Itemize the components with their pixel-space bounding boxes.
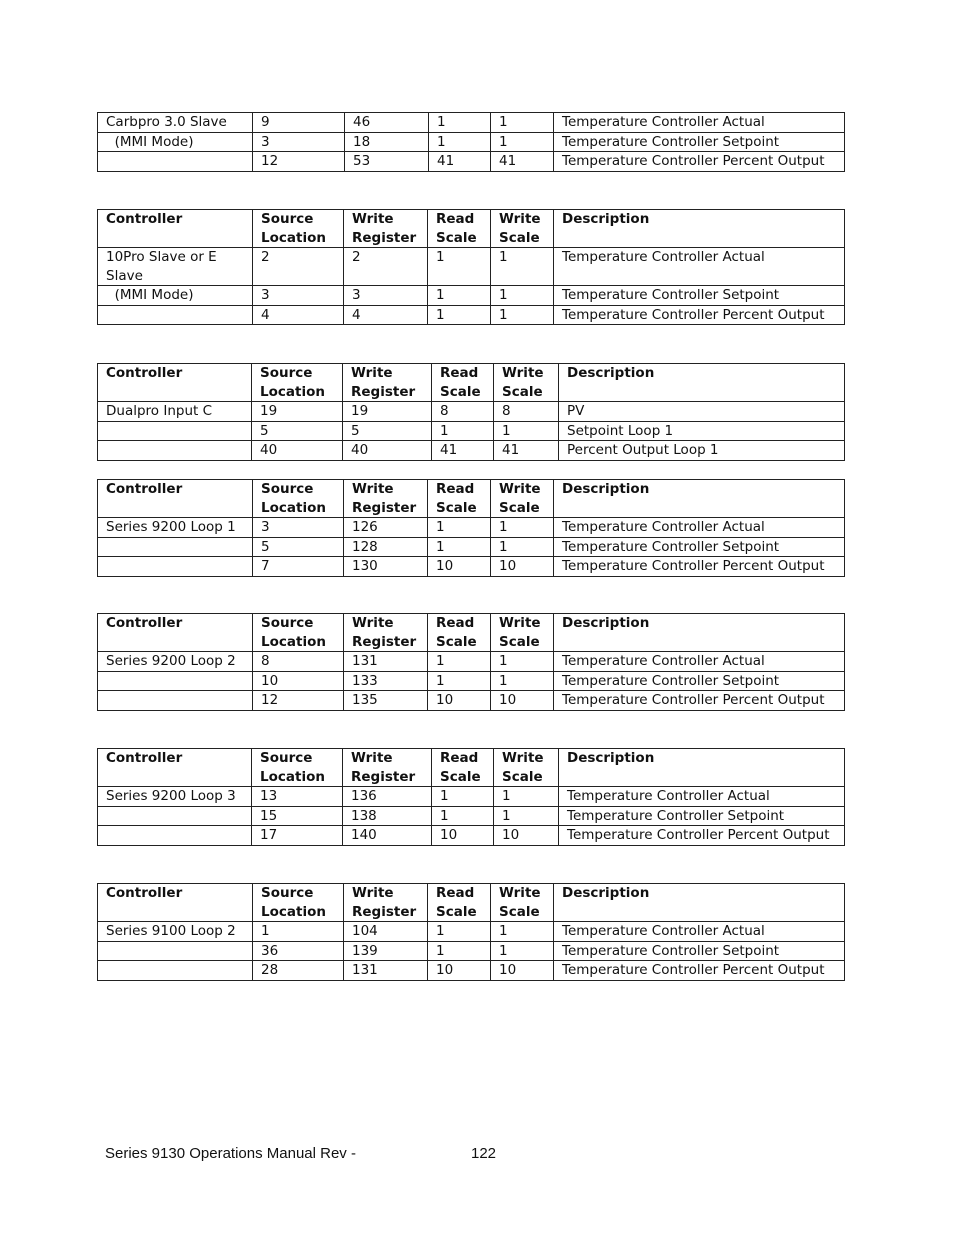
cell-description: Setpoint Loop 1 (559, 421, 845, 441)
column-header-controller: Controller (98, 480, 253, 518)
cell-description: Temperature Controller Percent Output (559, 826, 845, 846)
cell-source-location: 10 (253, 671, 344, 691)
cell-description: Temperature Controller Setpoint (554, 286, 845, 306)
footer-manual-title: Series 9130 Operations Manual Rev - (105, 1145, 356, 1162)
cell-controller: (MMI Mode) (98, 286, 253, 306)
cell-source-location: 3 (253, 518, 344, 538)
column-header-write-scale: Write Scale (491, 884, 554, 922)
cell-read-scale: 1 (428, 286, 491, 306)
footer-page-number: 122 (471, 1145, 497, 1162)
column-header-controller: Controller (98, 210, 253, 248)
cell-source-location: 1 (253, 922, 344, 942)
cell-write-register: 131 (344, 961, 428, 981)
table-row (98, 537, 845, 557)
table-row (98, 113, 845, 133)
cell-write-register: 18 (345, 132, 429, 152)
column-header-description: Description (559, 364, 845, 402)
column-header-write-scale: Write Scale (494, 749, 559, 787)
column-header-description: Description (554, 884, 845, 922)
table-row (98, 152, 845, 172)
column-header-write-register: Write Register (343, 364, 432, 402)
cell-description: PV (559, 402, 845, 422)
column-header-description: Description (554, 614, 845, 652)
cell-source-location: 8 (253, 652, 344, 672)
cell-write-scale: 8 (494, 402, 559, 422)
column-header-read-scale: Read Scale (432, 364, 494, 402)
column-header-controller: Controller (98, 884, 253, 922)
table-row (98, 806, 845, 826)
cell-write-register: 40 (343, 441, 432, 461)
table-row (98, 132, 845, 152)
column-header-description: Description (554, 210, 845, 248)
cell-description: Temperature Controller Setpoint (554, 941, 845, 961)
cell-read-scale: 1 (428, 922, 491, 942)
cell-write-register: 4 (344, 305, 428, 325)
cell-write-scale: 10 (491, 961, 554, 981)
cell-read-scale: 1 (432, 421, 494, 441)
register-table (97, 613, 845, 711)
table-row (98, 961, 845, 981)
column-header-read-scale: Read Scale (432, 749, 494, 787)
table-row (98, 941, 845, 961)
cell-source-location: 3 (253, 132, 345, 152)
cell-controller (98, 537, 253, 557)
register-table (97, 748, 845, 846)
cell-controller (98, 941, 253, 961)
column-header-source-location: Source Location (253, 884, 344, 922)
cell-write-scale: 41 (491, 152, 554, 172)
cell-write-scale: 10 (491, 691, 554, 711)
table-row (98, 557, 845, 577)
cell-write-register: 130 (344, 557, 428, 577)
cell-write-register: 5 (343, 421, 432, 441)
cell-read-scale: 10 (428, 557, 491, 577)
cell-description: Temperature Controller Setpoint (559, 806, 845, 826)
cell-source-location: 2 (253, 248, 344, 286)
cell-write-register: 126 (344, 518, 428, 538)
cell-source-location: 19 (252, 402, 343, 422)
column-header-write-scale: Write Scale (491, 480, 554, 518)
cell-write-scale: 1 (491, 305, 554, 325)
cell-write-scale: 10 (494, 826, 559, 846)
cell-controller (98, 557, 253, 577)
register-table (97, 363, 845, 461)
cell-controller: Series 9200 Loop 3 (98, 787, 252, 807)
cell-write-scale: 1 (491, 941, 554, 961)
cell-source-location: 4 (253, 305, 344, 325)
cell-write-register: 133 (344, 671, 428, 691)
cell-read-scale: 1 (428, 941, 491, 961)
cell-description: Temperature Controller Actual (554, 652, 845, 672)
cell-source-location: 9 (253, 113, 345, 133)
cell-source-location: 3 (253, 286, 344, 306)
cell-write-scale: 1 (494, 787, 559, 807)
cell-controller (98, 961, 253, 981)
cell-source-location: 5 (253, 537, 344, 557)
cell-controller (98, 826, 252, 846)
cell-write-register: 128 (344, 537, 428, 557)
table-header-row (98, 364, 845, 402)
cell-controller: Series 9200 Loop 1 (98, 518, 253, 538)
cell-controller (98, 691, 253, 711)
cell-controller: Carbpro 3.0 Slave (98, 113, 253, 133)
column-header-write-scale: Write Scale (491, 614, 554, 652)
cell-read-scale: 1 (428, 671, 491, 691)
cell-write-scale: 10 (491, 557, 554, 577)
table-row (98, 787, 845, 807)
column-header-write-register: Write Register (344, 884, 428, 922)
cell-controller (98, 671, 253, 691)
cell-description: Temperature Controller Percent Output (554, 961, 845, 981)
cell-read-scale: 1 (429, 132, 491, 152)
cell-write-scale: 1 (491, 922, 554, 942)
column-header-description: Description (559, 749, 845, 787)
cell-controller (98, 806, 252, 826)
cell-write-scale: 1 (494, 421, 559, 441)
cell-write-register: 53 (345, 152, 429, 172)
cell-source-location: 12 (253, 691, 344, 711)
cell-read-scale: 1 (428, 652, 491, 672)
cell-write-scale: 1 (491, 132, 554, 152)
cell-source-location: 36 (253, 941, 344, 961)
column-header-source-location: Source Location (253, 614, 344, 652)
cell-read-scale: 41 (432, 441, 494, 461)
column-header-source-location: Source Location (252, 749, 343, 787)
cell-write-register: 104 (344, 922, 428, 942)
table-row (98, 305, 845, 325)
cell-write-scale: 1 (491, 652, 554, 672)
column-header-controller: Controller (98, 749, 252, 787)
cell-controller: Series 9200 Loop 2 (98, 652, 253, 672)
column-header-write-scale: Write Scale (491, 210, 554, 248)
cell-write-scale: 1 (491, 113, 554, 133)
cell-write-register: 131 (344, 652, 428, 672)
cell-description: Percent Output Loop 1 (559, 441, 845, 461)
cell-write-register: 136 (343, 787, 432, 807)
register-table (97, 479, 845, 577)
cell-write-register: 135 (344, 691, 428, 711)
register-table (97, 209, 845, 325)
cell-read-scale: 10 (428, 691, 491, 711)
column-header-write-register: Write Register (343, 749, 432, 787)
table-row (98, 671, 845, 691)
cell-source-location: 13 (252, 787, 343, 807)
cell-write-scale: 1 (491, 248, 554, 286)
cell-description: Temperature Controller Actual (554, 518, 845, 538)
table-row (98, 248, 845, 286)
cell-description: Temperature Controller Percent Output (554, 152, 845, 172)
cell-source-location: 40 (252, 441, 343, 461)
cell-read-scale: 1 (432, 806, 494, 826)
column-header-read-scale: Read Scale (428, 614, 491, 652)
cell-write-register: 138 (343, 806, 432, 826)
table-row (98, 441, 845, 461)
cell-read-scale: 1 (428, 248, 491, 286)
cell-controller (98, 441, 252, 461)
cell-read-scale: 1 (428, 305, 491, 325)
table-row (98, 691, 845, 711)
column-header-source-location: Source Location (253, 480, 344, 518)
cell-read-scale: 10 (428, 961, 491, 981)
table-header-row (98, 210, 845, 248)
table-header-row (98, 749, 845, 787)
table-row (98, 826, 845, 846)
cell-write-scale: 1 (491, 671, 554, 691)
cell-controller (98, 421, 252, 441)
cell-description: Temperature Controller Setpoint (554, 537, 845, 557)
table-row (98, 652, 845, 672)
table-row (98, 286, 845, 306)
cell-source-location: 12 (253, 152, 345, 172)
cell-description: Temperature Controller Setpoint (554, 132, 845, 152)
cell-read-scale: 1 (428, 518, 491, 538)
column-header-description: Description (554, 480, 845, 518)
cell-read-scale: 8 (432, 402, 494, 422)
table-header-row (98, 884, 845, 922)
table-row (98, 421, 845, 441)
cell-write-register: 2 (344, 248, 428, 286)
cell-description: Temperature Controller Setpoint (554, 671, 845, 691)
column-header-controller: Controller (98, 614, 253, 652)
cell-description: Temperature Controller Percent Output (554, 557, 845, 577)
column-header-write-register: Write Register (344, 210, 428, 248)
cell-write-scale: 1 (491, 537, 554, 557)
table-row (98, 402, 845, 422)
cell-write-scale: 1 (491, 286, 554, 306)
cell-controller (98, 152, 253, 172)
column-header-read-scale: Read Scale (428, 480, 491, 518)
cell-read-scale: 1 (429, 113, 491, 133)
cell-description: Temperature Controller Actual (554, 113, 845, 133)
column-header-write-register: Write Register (344, 614, 428, 652)
cell-description: Temperature Controller Percent Output (554, 691, 845, 711)
cell-controller (98, 305, 253, 325)
column-header-controller: Controller (98, 364, 252, 402)
cell-read-scale: 1 (428, 537, 491, 557)
cell-write-scale: 1 (494, 806, 559, 826)
cell-source-location: 5 (252, 421, 343, 441)
cell-write-register: 140 (343, 826, 432, 846)
column-header-read-scale: Read Scale (428, 210, 491, 248)
table-header-row (98, 614, 845, 652)
table-row (98, 518, 845, 538)
cell-source-location: 7 (253, 557, 344, 577)
cell-write-scale: 41 (494, 441, 559, 461)
cell-write-scale: 1 (491, 518, 554, 538)
column-header-write-scale: Write Scale (494, 364, 559, 402)
cell-description: Temperature Controller Percent Output (554, 305, 845, 325)
cell-write-register: 19 (343, 402, 432, 422)
cell-write-register: 3 (344, 286, 428, 306)
cell-read-scale: 1 (432, 787, 494, 807)
cell-source-location: 28 (253, 961, 344, 981)
cell-read-scale: 41 (429, 152, 491, 172)
column-header-read-scale: Read Scale (428, 884, 491, 922)
table-header-row (98, 480, 845, 518)
cell-controller: Series 9100 Loop 2 (98, 922, 253, 942)
cell-controller: Dualpro Input C (98, 402, 252, 422)
cell-source-location: 17 (252, 826, 343, 846)
cell-description: Temperature Controller Actual (554, 248, 845, 286)
cell-description: Temperature Controller Actual (559, 787, 845, 807)
register-table (97, 112, 845, 172)
cell-write-register: 46 (345, 113, 429, 133)
column-header-source-location: Source Location (253, 210, 344, 248)
column-header-source-location: Source Location (252, 364, 343, 402)
cell-write-register: 139 (344, 941, 428, 961)
register-table (97, 883, 845, 981)
cell-description: Temperature Controller Actual (554, 922, 845, 942)
cell-controller: (MMI Mode) (98, 132, 253, 152)
table-row (98, 922, 845, 942)
cell-controller: 10Pro Slave or E Slave (98, 248, 253, 286)
column-header-write-register: Write Register (344, 480, 428, 518)
cell-source-location: 15 (252, 806, 343, 826)
cell-read-scale: 10 (432, 826, 494, 846)
